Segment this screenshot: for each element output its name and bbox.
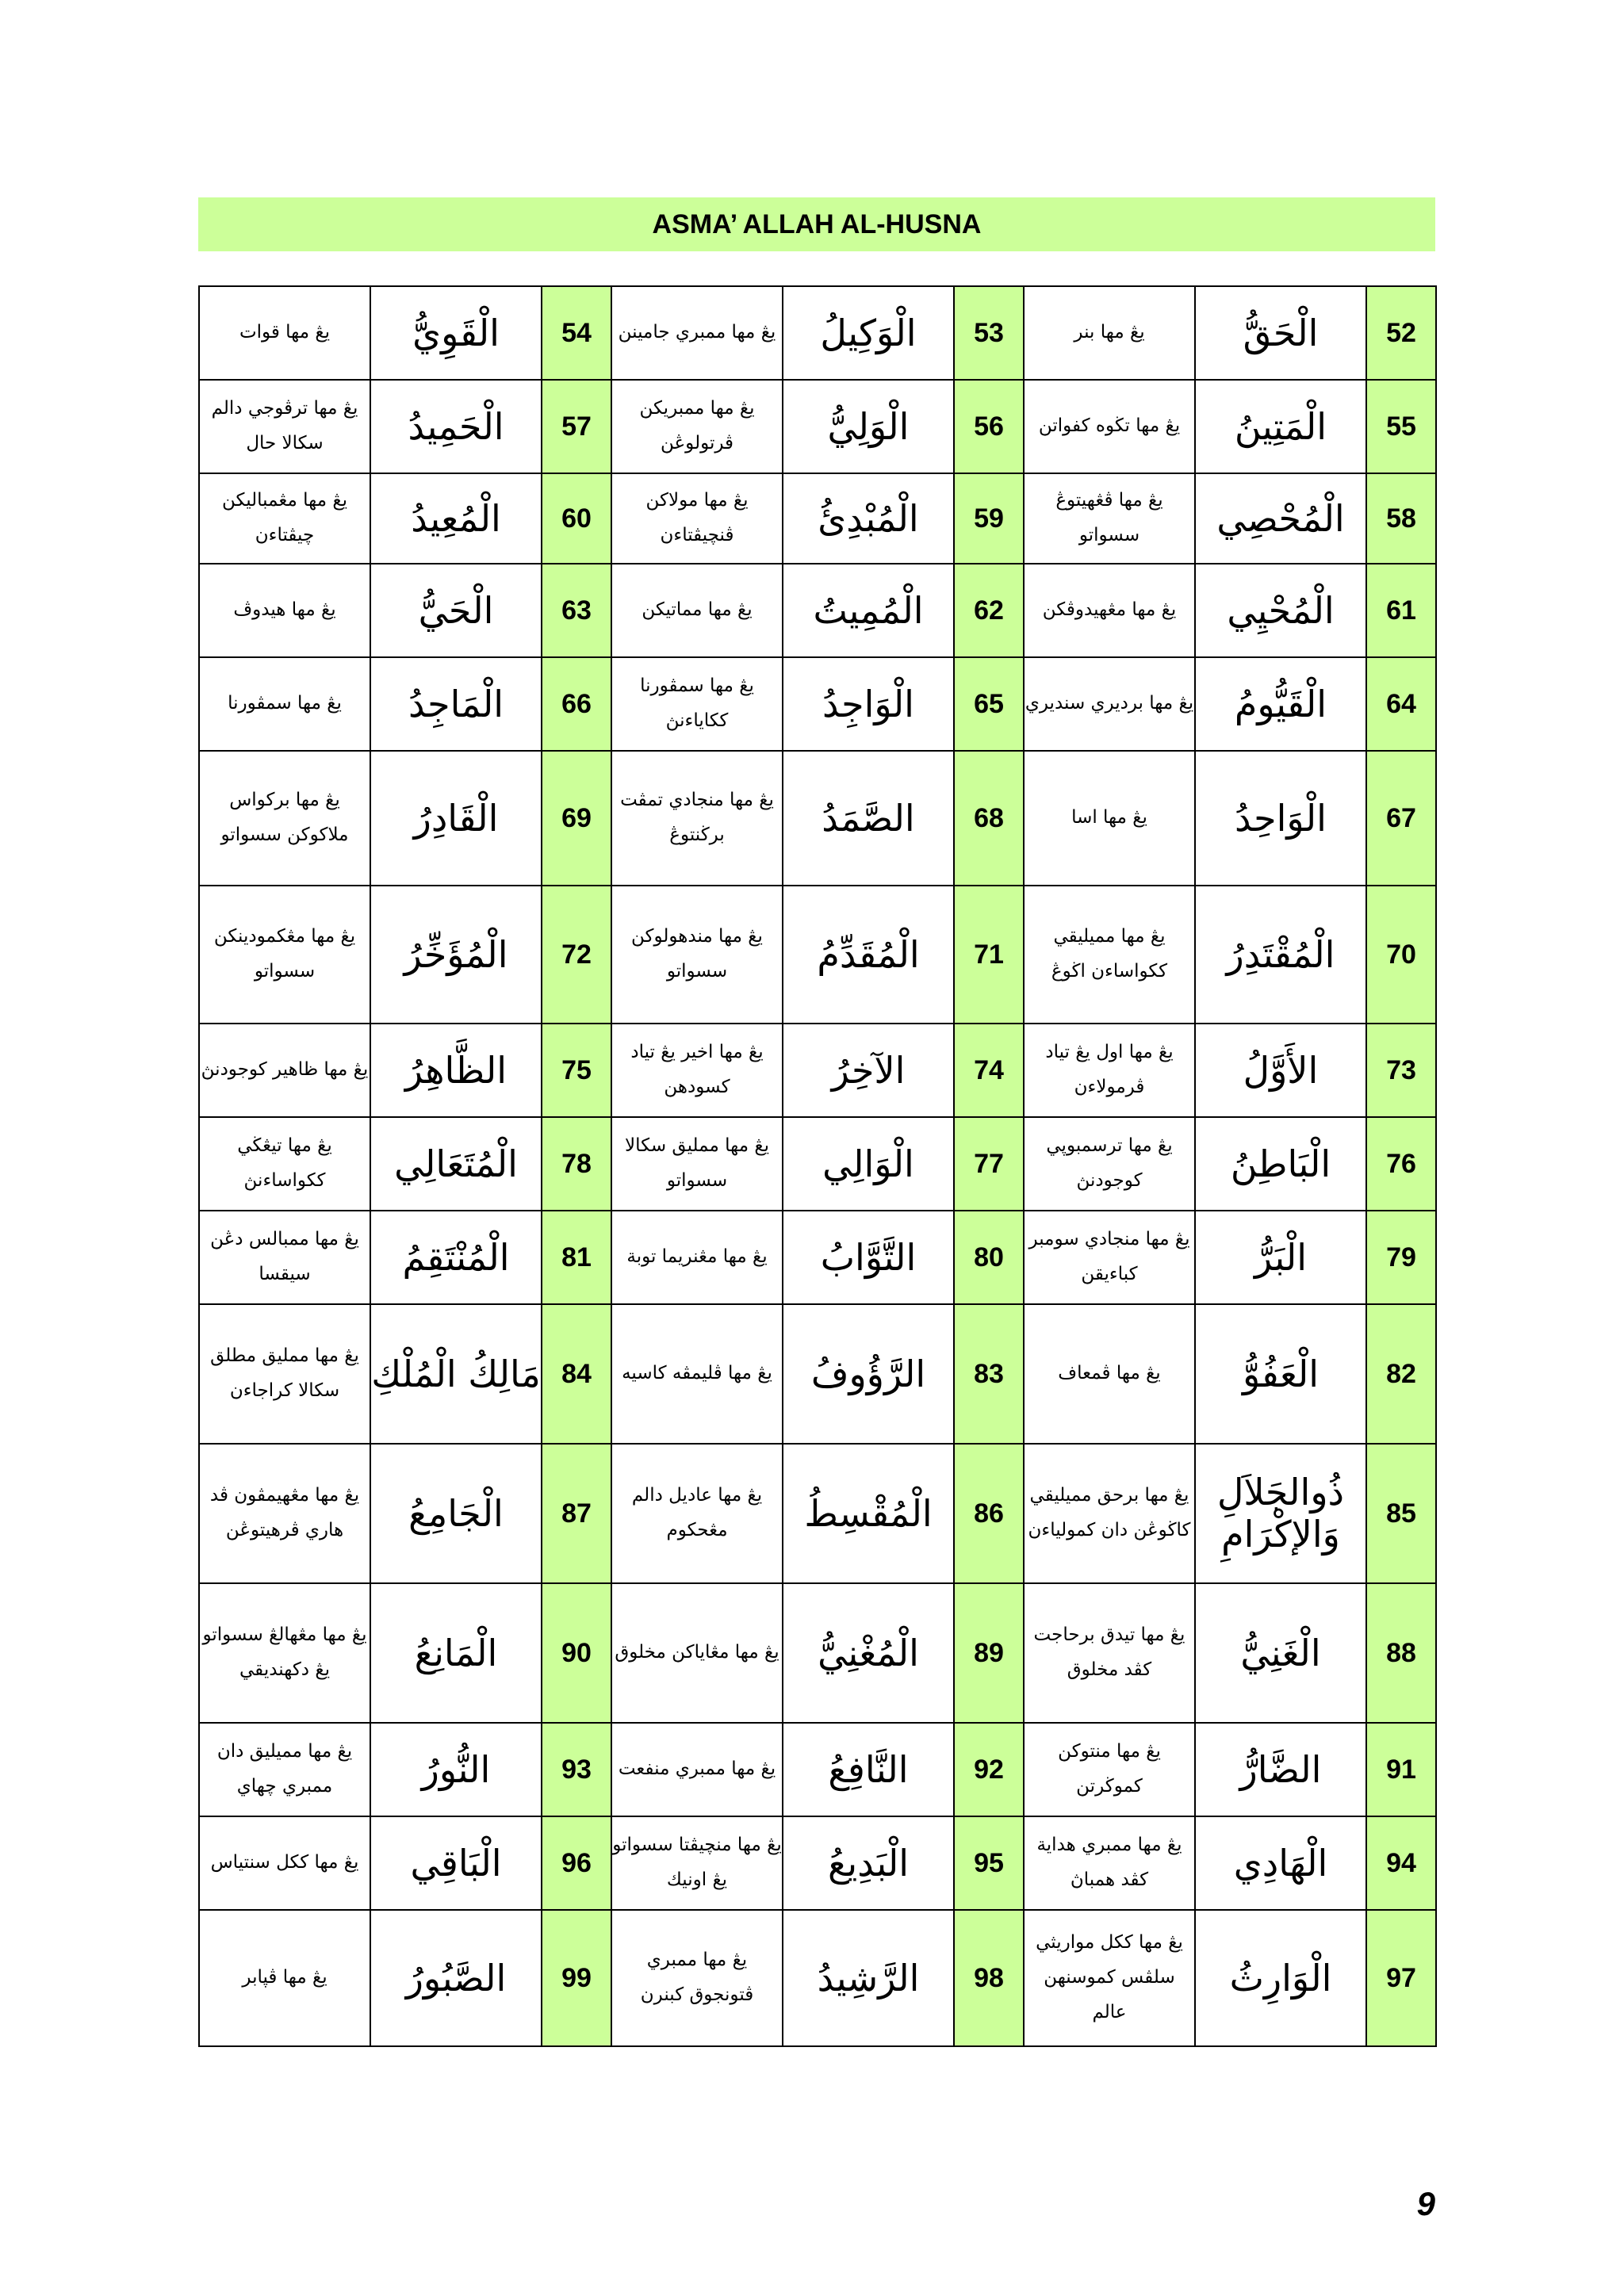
table-row: [199, 1583, 1436, 1723]
names-table: [198, 285, 1437, 2047]
arabic-name: ذُوالجَلاَلِ وَالإكْرَامِ: [1195, 1444, 1366, 1583]
table-row: [199, 657, 1436, 751]
arabic-name: الْمُمِيتُ: [783, 564, 954, 657]
name-number: 76: [1366, 1117, 1436, 1211]
arabic-name: الْمُقْسِطُ: [783, 1444, 954, 1583]
arabic-name: الْقَادِرُ: [370, 751, 542, 886]
name-meaning: يڠ مها ككل سنتياس: [199, 1816, 370, 1910]
name-number: 56: [954, 380, 1024, 473]
name-meaning: يڠ مها ممبالس دڠن سيقسا: [199, 1211, 370, 1304]
name-meaning: يڠ مها ممليق مطلق سكالا كراجاءن: [199, 1304, 370, 1444]
table-row: [199, 751, 1436, 886]
name-number: 99: [542, 1910, 611, 2046]
name-meaning: يڠ مها بنر: [1024, 286, 1195, 380]
name-number: 80: [954, 1211, 1024, 1304]
name-number: 93: [542, 1723, 611, 1816]
name-meaning: يڠ مها برحق مميليقي كاڬوڠن دان كمولياءن: [1024, 1444, 1195, 1583]
name-number: 75: [542, 1024, 611, 1117]
arabic-name: الرَّؤُوفُ: [783, 1304, 954, 1444]
arabic-name: الصَّمَدُ: [783, 751, 954, 886]
name-meaning: يڠ مها عاديل دالم مڠحكوم: [611, 1444, 783, 1583]
name-number: 85: [1366, 1444, 1436, 1583]
name-number: 91: [1366, 1723, 1436, 1816]
name-meaning: يڠ مها مڠهالڠ سسواتو يڠ دكهنديقي: [199, 1583, 370, 1723]
name-number: 69: [542, 751, 611, 886]
name-meaning: يڠ مها تيڠڬي ككواساءنڽ: [199, 1117, 370, 1211]
name-meaning: يڠ مها سمڤورنا: [199, 657, 370, 751]
table-row: [199, 1117, 1436, 1211]
arabic-name: الْجَامِعُ: [370, 1444, 542, 1583]
name-number: 59: [954, 473, 1024, 564]
page-number: 9: [1416, 2185, 1435, 2222]
name-number: 53: [954, 286, 1024, 380]
name-meaning: يڠ مها بركواس ملاكوكن سسواتو: [199, 751, 370, 886]
name-meaning: يڠ مها مڠهيدوڤكن: [1024, 564, 1195, 657]
name-number: 68: [954, 751, 1024, 886]
arabic-name: الْمُنْتَقِمُ: [370, 1211, 542, 1304]
page-title: ASMA’ ALLAH AL-HUSNA: [198, 197, 1435, 251]
name-meaning: يڠ مها مڠهيمڤون ڤد هاري ڤرهيتوڠن: [199, 1444, 370, 1583]
name-meaning: يڠ مها ممليق سكالا سسواتو: [611, 1117, 783, 1211]
name-meaning: يڠ مها مميليق دان ممبري چهاي: [199, 1723, 370, 1816]
name-meaning: يڠ مها اخير يڠ تياد كسودهن: [611, 1024, 783, 1117]
name-meaning: يڠ مها مڠكمودينكن سسواتو: [199, 886, 370, 1024]
name-number: 77: [954, 1117, 1024, 1211]
name-number: 65: [954, 657, 1024, 751]
name-number: 70: [1366, 886, 1436, 1024]
name-meaning: يڠ مها منجادي تمڤت برڬنتوڠ: [611, 751, 783, 886]
arabic-name: الضَّارُّ: [1195, 1723, 1366, 1816]
name-number: 63: [542, 564, 611, 657]
arabic-name: النَّافِعُ: [783, 1723, 954, 1816]
arabic-name: الرَّشِيدُ: [783, 1910, 954, 2046]
name-number: 74: [954, 1024, 1024, 1117]
name-meaning: يڠ مها ممبري ڤتونجوق كبنرن: [611, 1910, 783, 2046]
name-number: 89: [954, 1583, 1024, 1723]
table-row: [199, 564, 1436, 657]
arabic-name: الْمَانِعُ: [370, 1583, 542, 1723]
name-number: 54: [542, 286, 611, 380]
table-row: [199, 1211, 1436, 1304]
name-number: 62: [954, 564, 1024, 657]
name-number: 96: [542, 1816, 611, 1910]
arabic-name: الْحَقُّ: [1195, 286, 1366, 380]
name-number: 98: [954, 1910, 1024, 2046]
name-number: 81: [542, 1211, 611, 1304]
name-meaning: يڠ مها ڤليمڤه كاسيه: [611, 1304, 783, 1444]
name-meaning: يڠ مها ڤڽابر: [199, 1910, 370, 2046]
name-meaning: يڠ مها ترسمبوڽي كوجودنڽ: [1024, 1117, 1195, 1211]
arabic-name: الْمُغْنِيُّ: [783, 1583, 954, 1723]
name-meaning: يڠ مها منجادي سومبر كباءيقن: [1024, 1211, 1195, 1304]
table-row: [199, 1816, 1436, 1910]
arabic-name: الْهَادِي: [1195, 1816, 1366, 1910]
table-row: [199, 473, 1436, 564]
name-meaning: يڠ مها مڠنريما توبة: [611, 1211, 783, 1304]
arabic-name: الْمُحْصِي: [1195, 473, 1366, 564]
arabic-name: الْبَرُّ: [1195, 1211, 1366, 1304]
name-number: 97: [1366, 1910, 1436, 2046]
arabic-name: الْمَاجِدُ: [370, 657, 542, 751]
name-number: 58: [1366, 473, 1436, 564]
name-number: 84: [542, 1304, 611, 1444]
name-meaning: يڠ مها اسا: [1024, 751, 1195, 886]
table-row: [199, 1024, 1436, 1117]
arabic-name: الْقَيُّومُ: [1195, 657, 1366, 751]
name-number: 61: [1366, 564, 1436, 657]
table-row: [199, 286, 1436, 380]
name-meaning: يڠ مها ممبري منفعت: [611, 1723, 783, 1816]
table-row: [199, 380, 1436, 473]
name-number: 72: [542, 886, 611, 1024]
name-number: 92: [954, 1723, 1024, 1816]
name-meaning: يڠ مها تڬوه كفواتن: [1024, 380, 1195, 473]
name-number: 67: [1366, 751, 1436, 886]
table-row: [199, 886, 1436, 1024]
arabic-name: الْبَاقِي: [370, 1816, 542, 1910]
name-number: 95: [954, 1816, 1024, 1910]
arabic-name: الصَّبُورُ: [370, 1910, 542, 2046]
name-meaning: يڠ مها ظاهير كوجودنڽ: [199, 1024, 370, 1117]
name-number: 52: [1366, 286, 1436, 380]
table-row: [199, 1444, 1436, 1583]
arabic-name: الْبَاطِنُ: [1195, 1117, 1366, 1211]
name-meaning: يڠ مها مندهولوكن سسواتو: [611, 886, 783, 1024]
arabic-name: الْعَفُوُّ: [1195, 1304, 1366, 1444]
name-number: 88: [1366, 1583, 1436, 1723]
arabic-name: الْحَيُّ: [370, 564, 542, 657]
name-number: 90: [542, 1583, 611, 1723]
arabic-name: الْمُقَدِّمُ: [783, 886, 954, 1024]
name-number: 79: [1366, 1211, 1436, 1304]
name-meaning: يڠ مها مڠمباليكن چيڤتاءن: [199, 473, 370, 564]
name-meaning: يڠ مها ڤڠهيتوڠ سسواتو: [1024, 473, 1195, 564]
arabic-name: الْمُتَعَالِي: [370, 1117, 542, 1211]
arabic-name: الْوَلِيُّ: [783, 380, 954, 473]
arabic-name: الظَّاهِرُ: [370, 1024, 542, 1117]
arabic-name: الْمُعِيدُ: [370, 473, 542, 564]
arabic-name: الأَوَّلُ: [1195, 1024, 1366, 1117]
name-meaning: يڠ مها ككل مواريثي سلڤس كموسنهن عالم: [1024, 1910, 1195, 2046]
arabic-name: الْوَالِي: [783, 1117, 954, 1211]
name-meaning: يڠ مها اول يڠ تياد ڤرمولاءن: [1024, 1024, 1195, 1117]
name-number: 83: [954, 1304, 1024, 1444]
arabic-name: الْحَمِيدُ: [370, 380, 542, 473]
name-meaning: يڠ مها قوات: [199, 286, 370, 380]
name-meaning: يڠ مها مماتيكن: [611, 564, 783, 657]
name-number: 78: [542, 1117, 611, 1211]
name-meaning: يڠ مها ممبري جامينن: [611, 286, 783, 380]
name-meaning: يڠ مها ڤمعاف: [1024, 1304, 1195, 1444]
name-meaning: يڠ مها مميليقي ككواساءن اڬوڠ: [1024, 886, 1195, 1024]
table-row: [199, 1723, 1436, 1816]
name-number: 94: [1366, 1816, 1436, 1910]
arabic-name: الْمُقْتَدِرُ: [1195, 886, 1366, 1024]
name-meaning: يڠ مها برديري سنديري: [1024, 657, 1195, 751]
arabic-name: النُّورُ: [370, 1723, 542, 1816]
name-meaning: يڠ مها منچيڤتا سسواتو يڠ اونيك: [611, 1816, 783, 1910]
name-number: 64: [1366, 657, 1436, 751]
table-row: [199, 1910, 1436, 2046]
arabic-name: الآخِرُ: [783, 1024, 954, 1117]
table-row: [199, 1304, 1436, 1444]
name-meaning: يڠ مها هيدوڤ: [199, 564, 370, 657]
arabic-name: الْبَدِيعُ: [783, 1816, 954, 1910]
name-number: 55: [1366, 380, 1436, 473]
name-number: 73: [1366, 1024, 1436, 1117]
name-meaning: يڠ مها ترڤوجي دالم سكالا حال: [199, 380, 370, 473]
arabic-name: الْوَارِثُ: [1195, 1910, 1366, 2046]
arabic-name: الْمَتِينُ: [1195, 380, 1366, 473]
name-number: 87: [542, 1444, 611, 1583]
arabic-name: التَّوَّابُ: [783, 1211, 954, 1304]
arabic-name: الْوَكِيلُ: [783, 286, 954, 380]
name-meaning: يڠ مها ممبري هداية كڤد همباڽ: [1024, 1816, 1195, 1910]
name-number: 82: [1366, 1304, 1436, 1444]
name-meaning: يڠ مها سمڤورنا ككاياءنڽ: [611, 657, 783, 751]
name-meaning: يڠ مها مولاكن ڤنچيڤتاءن: [611, 473, 783, 564]
name-number: 57: [542, 380, 611, 473]
name-meaning: يڠ مها منتوكن كموڬرتن: [1024, 1723, 1195, 1816]
arabic-name: الْوَاجِدُ: [783, 657, 954, 751]
arabic-name: الْقَوِيُّ: [370, 286, 542, 380]
name-number: 66: [542, 657, 611, 751]
name-number: 60: [542, 473, 611, 564]
name-number: 86: [954, 1444, 1024, 1583]
arabic-name: الْمُحْيِي: [1195, 564, 1366, 657]
name-meaning: يڠ مها مڠاياكن مخلوق: [611, 1583, 783, 1723]
name-number: 71: [954, 886, 1024, 1024]
arabic-name: الْغَنِيُّ: [1195, 1583, 1366, 1723]
arabic-name: الْوَاحِدُ: [1195, 751, 1366, 886]
arabic-name: الْمُبْدِئُ: [783, 473, 954, 564]
name-meaning: يڠ مها تيدق برحاجت كڤد مخلوق: [1024, 1583, 1195, 1723]
name-meaning: يڠ مها ممبريكن ڤرتولوڠن: [611, 380, 783, 473]
arabic-name: الْمُؤَخِّرُ: [370, 886, 542, 1024]
arabic-name: مَالِكُ الْمُلْكِ: [370, 1304, 542, 1444]
